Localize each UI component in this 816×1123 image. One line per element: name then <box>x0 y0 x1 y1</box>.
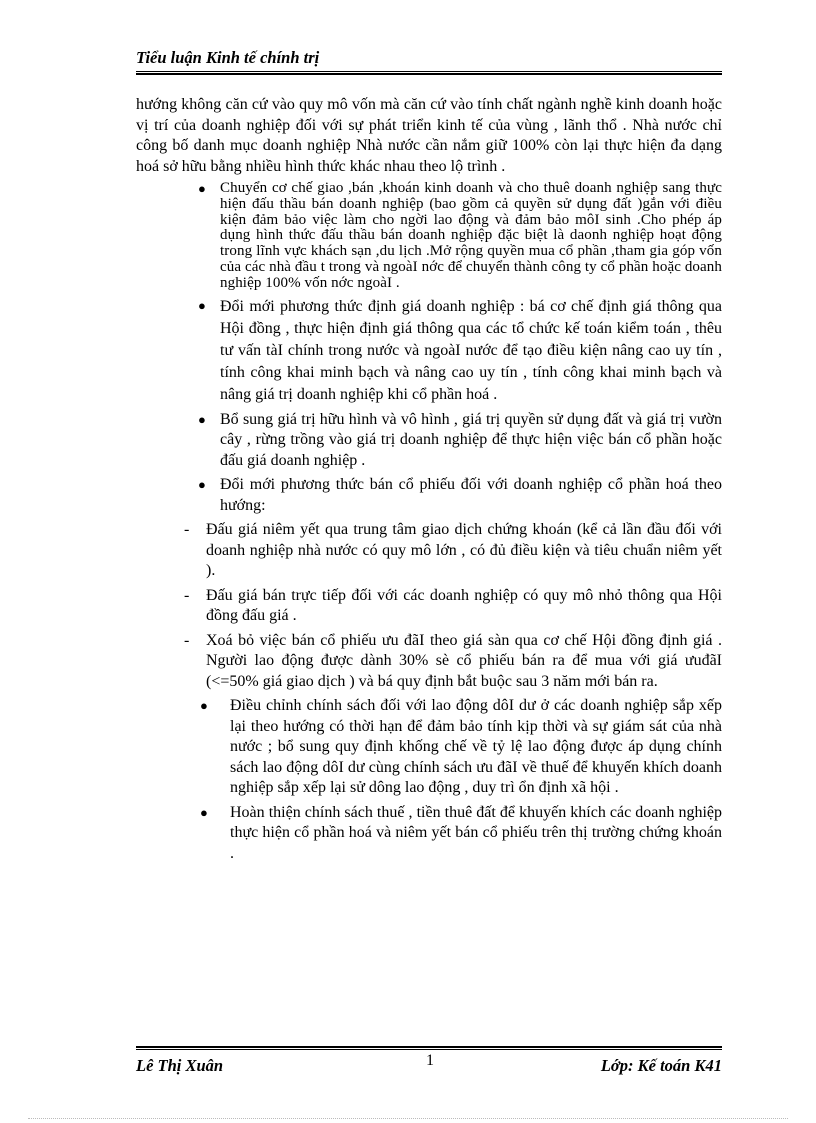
dash-item <box>136 631 722 693</box>
dash-icon: - <box>184 586 190 604</box>
bullet-icon: ● <box>198 477 206 493</box>
bullet-icon: ● <box>198 181 206 196</box>
bullet-icon: ● <box>198 411 206 427</box>
dash-text: Đấu giá bán trực tiếp đối với các doanh nghiệp có quy mô nhỏ thông qua Hội đồng đấu giá . <box>206 586 722 625</box>
bullet-item <box>136 410 722 472</box>
document-body <box>136 95 722 864</box>
bullet-item <box>136 696 722 799</box>
bullet-icon: ● <box>200 698 208 714</box>
bullet-text: Điều chỉnh chính sách đối với lao động dôI dư ở các doanh nghiệp sắp xếp lại theo hướng có thời hạn để đảm bảo tính kịp thời và sự giám sát của nhà nước ; bổ sung quy định khống chế về tỷ lệ lao động được áp dụng chính sách lao động dôI dư cùng chính sách ưu đãI về thuế để khuyến khích doanh nghiệp sắp xếp lại sử dông lao động , duy trì ổn định xã hội . <box>230 697 722 797</box>
bullet-icon: ● <box>198 297 206 313</box>
bullet-icon: ● <box>200 804 208 820</box>
page-header <box>136 48 722 75</box>
footer-rule <box>136 1049 722 1050</box>
footer-author: Lê Thị Xuân <box>136 1056 224 1075</box>
page-footer <box>136 1046 722 1078</box>
page-number: 1 <box>426 1052 434 1069</box>
footer-row <box>136 1052 722 1078</box>
page-edge-divider <box>28 1118 788 1119</box>
header-rule <box>136 71 722 72</box>
intro-paragraph: hướng không căn cứ vào quy mô vốn mà căn cứ vào tính chất ngành nghề kinh doanh hoặc vị trí của doanh nghiệp đối với sự phát triển kinh tế của vùng , lãnh thổ . Nhà nước chỉ công bố danh mục doanh nghiệp Nhà nước cần nắm giữ 100% còn lại thực hiện đa dạng hoá sở hữu bằng nhiều hình thức khác nhau theo lộ trình . <box>136 96 722 175</box>
dash-icon: - <box>184 521 190 539</box>
dash-text: Đấu giá niêm yết qua trung tâm giao dịch chứng khoán (kể cả lần đầu đối với doanh nghiệp nhà nước có quy mô lớn , có đủ điều kiện và tiêu chuẩn niêm yết ). <box>206 521 722 580</box>
bullet-item <box>136 803 722 865</box>
bullet-item <box>136 296 722 406</box>
bullet-text: Hoàn thiện chính sách thuế , tiền thuê đất để khuyến khích các doanh nghiệp thực hiện cổ phần hoá và niêm yết bán cổ phiếu trên thị trường chứng khoán . <box>230 803 722 862</box>
dash-item <box>136 520 722 582</box>
bullet-text: Chuyển cơ chế giao ,bán ,khoán kinh doanh và cho thuê doanh nghiệp sang thực hiện đấu thầu bán doanh nghiệp (bao gồm cả quyền sử dụng đất )gắn với điều kiện đảm bảo việc làm cho ngời lao động và đảm bảo môI sinh .Cho phép áp dụng hình thức đấu thầu bán doanh nghiệp đặc biệt là daonh nghiệp hoạt động trong lĩnh vực khách sạn ,du lịch .Mở rộng quyền mua cổ phần ,tham gia góp vốn của các nhà đầu t trong và ngoàI nớc để chuyển thành công ty cổ phần hoặc doanh nghiệp 100% vốn nớc ngoàI . <box>220 180 722 291</box>
bullet-item <box>136 475 722 516</box>
footer-class: Lớp: Kế toán K41 <box>600 1056 722 1075</box>
header-title: Tiểu luận Kinh tế chính trị <box>136 48 320 67</box>
bullet-text: Đổi mới phương thức bán cổ phiếu đối với doanh nghiệp cổ phần hoá theo hướng: <box>220 476 722 514</box>
bullet-text: Đổi mới phương thức định giá doanh nghiệp : bá cơ chế định giá thông qua Hội đồng , thực hiện định giá thông qua các tổ chức kế toán kiểm toán , thêu tư vấn tàI chính trong nước và ngoàI nước để tạo điều kiện nâng cao uy tín , tính công khai minh bạch và nâng cao uy tín , tính công khai minh bạch và nâng giá trị doanh nghiệp khi cổ phần hoá . <box>220 297 722 403</box>
bullet-text: Bổ sung giá trị hữu hình và vô hình , giá trị quyền sử dụng đất và giá trị vườn cây , rừng trồng vào giá trị doanh nghiệp để thực hiện việc bán cổ phần hoặc đấu giá doanh nghiệp . <box>220 410 722 469</box>
header-rule-thick <box>136 73 722 75</box>
bullet-item <box>136 181 722 292</box>
footer-rule-thick <box>136 1046 722 1048</box>
dash-text: Xoá bỏ việc bán cổ phiếu ưu đãI theo giá sàn qua cơ chế Hội đồng định giá . Người lao động được dành 30% sè cổ phiếu bán ra để mua với giá ưuđãI (<=50% giá giao dịch ) và bá quy định bắt buộc sau 3 năm mới bán ra. <box>206 631 722 690</box>
dash-icon: - <box>184 631 190 649</box>
dash-item <box>136 586 722 627</box>
